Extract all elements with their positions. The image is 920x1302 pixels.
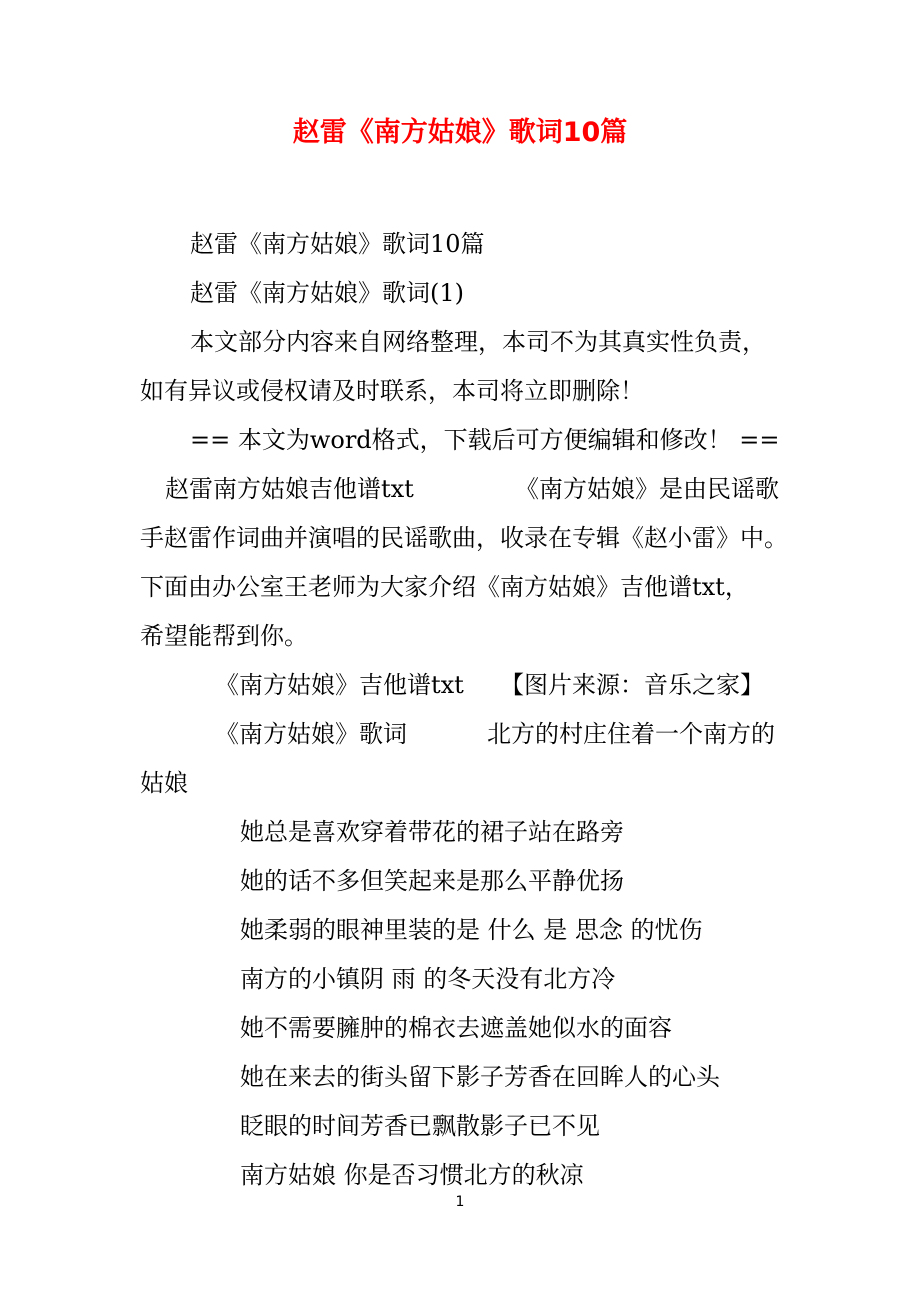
image-caption-right: 【图片来源：音乐之家】: [500, 671, 764, 699]
lyric-line: 她总是喜欢穿着带花的裙子站在路旁: [240, 818, 624, 846]
lyric-line: 眨眼的时间芳香已飘散影子已不见: [240, 1112, 600, 1140]
intro-subheading: 赵雷《南方姑娘》歌词(1): [190, 279, 464, 307]
lyric-line: 她在来去的街头留下影子芳香在回眸人的心头: [240, 1063, 720, 1091]
paragraph-line-4: 希望能帮到你。: [140, 622, 308, 650]
paragraph-line-2: 手赵雷作词曲并演唱的民谣歌曲，收录在专辑《赵小雷》中。: [140, 524, 788, 552]
image-caption-left: 《南方姑娘》吉他谱txt: [215, 671, 464, 699]
paragraph-line-1-left: 赵雷南方姑娘吉他谱txt: [165, 475, 414, 503]
disclaimer-line-1: 本文部分内容来自网络整理，本司不为其真实性负责，: [190, 328, 766, 356]
paragraph-line-1-right: 《南方姑娘》是由民谣歌: [515, 475, 779, 503]
document-title: 赵雷《南方姑娘》歌词10篇: [292, 117, 628, 148]
disclaimer-line-2: 如有异议或侵权请及时联系，本司将立即删除！: [140, 377, 644, 405]
lyric-line: 南方的小镇阴 雨 的冬天没有北方冷: [240, 965, 616, 993]
lyrics-label: 《南方姑娘》歌词: [215, 720, 407, 748]
lyric-line: 南方姑娘 你是否习惯北方的秋凉: [240, 1161, 584, 1189]
lyric-line: 她柔弱的眼神里装的是 什么 是 思念 的忧伤: [240, 916, 703, 944]
page-number: 1: [455, 1194, 465, 1210]
format-note: == 本文为word格式，下载后可方便编辑和修改！ ==: [190, 426, 780, 454]
lyric-line: 她的话不多但笑起来是那么平静优扬: [240, 867, 624, 895]
paragraph-line-3: 下面由办公室王老师为大家介绍《南方姑娘》吉他谱txt，: [140, 573, 749, 601]
lyrics-first-line-part-2: 姑娘: [140, 769, 188, 797]
lyrics-first-line-part-1: 北方的村庄住着一个南方的: [487, 720, 775, 748]
lyric-line: 她不需要臃肿的棉衣去遮盖她似水的面容: [240, 1014, 672, 1042]
intro-heading: 赵雷《南方姑娘》歌词10篇: [190, 230, 485, 258]
